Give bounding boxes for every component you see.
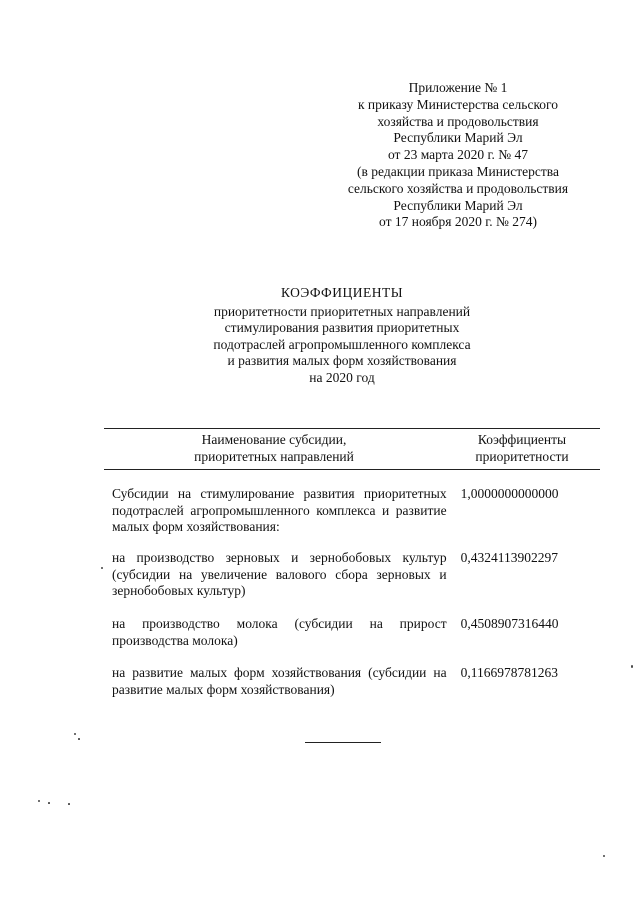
appendix-line: Приложение № 1: [408, 80, 508, 95]
scan-speck: [603, 855, 605, 857]
table-row: [104, 486, 600, 536]
appendix-line: от 17 ноября 2020 г. № 274): [379, 214, 537, 230]
scan-speck: [38, 800, 40, 802]
subtitle-line: стимулирования развития приоритетных: [224, 320, 460, 336]
row-name: на развитие малых форм хозяйствования (субсидии на развитие малых форм хозяйствования): [112, 665, 447, 697]
row-name: на производство зерновых и зернобобовых культур (субсидии на увеличение валового сбора зерновых и зернобобовых культур): [112, 550, 447, 599]
appendix-header: [330, 80, 586, 231]
document-title: [150, 285, 534, 387]
scan-speck: [68, 803, 70, 805]
table-header-rule: [104, 469, 600, 470]
header-name-column: [104, 432, 444, 465]
header-coef-line: приоритетности: [475, 449, 569, 464]
header-coef-line: Коэффициенты: [477, 432, 567, 448]
table-header-row: [104, 429, 600, 469]
row-coefficient: 0,1166978781263: [460, 665, 558, 680]
table-row: [104, 616, 600, 649]
row-name: Субсидии на стимулирование развития приоритетных подотраслей агропромышленного комплекса и развитие малых форм хозяйствования:: [112, 486, 447, 535]
appendix-line: от 23 марта 2020 г. № 47: [387, 147, 529, 163]
appendix-line: Республики Марий Эл: [393, 130, 523, 146]
header-name-line: приоритетных направлений: [194, 449, 354, 464]
scan-speck: [78, 738, 80, 740]
appendix-line: сельского хозяйства и продовольствия: [347, 180, 569, 196]
appendix-line: хозяйства и продовольствия: [377, 113, 539, 129]
subtitle-line: приоритетности приоритетных направлений: [213, 303, 471, 319]
subtitle-line: на 2020 год: [309, 369, 375, 385]
coefficients-table: [104, 428, 600, 697]
row-coefficient: 0,4508907316440: [460, 616, 559, 631]
appendix-line: (в редакции приказа Министерства: [357, 163, 559, 179]
subtitle-line: и развития малых форм хозяйствования: [227, 353, 457, 369]
header-name-line: Наименование субсидии,: [201, 432, 347, 448]
row-coefficient: 1,0000000000000: [460, 486, 559, 501]
table-row: [104, 665, 600, 698]
scan-speck: [101, 567, 103, 569]
closing-rule: [305, 742, 381, 743]
appendix-line: к приказу Министерства сельского: [357, 96, 559, 112]
scan-speck: [74, 733, 76, 735]
header-coef-column: [444, 432, 600, 465]
scan-speck: [631, 665, 633, 668]
appendix-line: Республики Марий Эл: [393, 197, 523, 213]
scan-speck: [48, 802, 50, 804]
row-coefficient: 0,4324113902297: [460, 550, 558, 565]
page-title: КОЭФФИЦИЕНТЫ: [281, 285, 403, 300]
row-name: на производство молока (субсидии на прирост производства молока): [112, 616, 447, 648]
subtitle-line: подотраслей агропромышленного комплекса: [213, 336, 471, 352]
table-row: [104, 550, 600, 600]
